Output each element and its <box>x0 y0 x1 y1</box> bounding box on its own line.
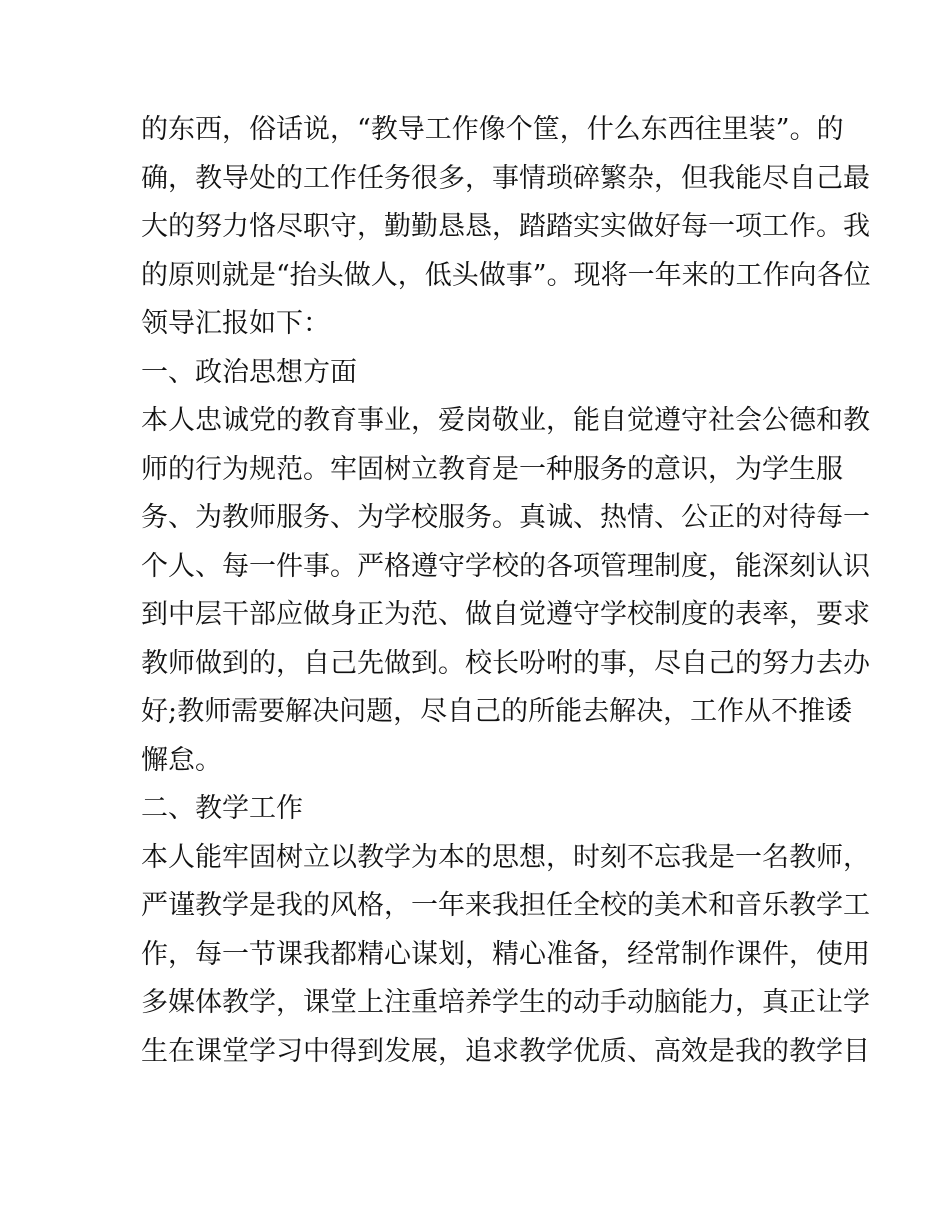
text-line: 的东西，俗话说，“教导工作像个筐，什么东西往里装”。的 <box>141 114 844 145</box>
text-line: 个人、每一件事。严格遵守学校的各项管理制度，能深刻认识 <box>141 550 870 582</box>
text-line: 大的努力恪尽职守，勤勤恳恳，踏踏实实做好每一项工作。我 <box>141 211 870 242</box>
text-line: 领导汇报如下： <box>141 308 330 339</box>
text-line: 教师做到的，自己先做到。校长吩咐的事，尽自己的努力去办 <box>141 647 870 679</box>
text-line: 好;教师需要解决问题，尽自己的所能去解决，工作从不推诿 <box>141 696 853 727</box>
text-line: 作，每一节课我都精心谋划，精心准备，经常制作课件，使用 <box>141 938 870 970</box>
text-line: 懈怠。 <box>141 744 222 776</box>
text-line: 本人能牢固树立以教学为本的思想，时刻不忘我是一名教师， <box>141 841 870 873</box>
text-line: 务、为教师服务、为学校服务。真诚、热情、公正的对待每一 <box>141 502 870 533</box>
section-heading-teaching: 二、教学工作 <box>141 793 303 824</box>
text-line: 多媒体教学，课堂上注重培养学生的动手动脑能力，真正让学 <box>141 987 870 1018</box>
text-line: 师的行为规范。牢固树立教育是一种服务的意识，为学生服 <box>141 453 843 485</box>
section-heading-political: 一、政治思想方面 <box>141 356 357 388</box>
text-line: 到中层干部应做身正为范、做自觉遵守学校制度的表率，要求 <box>141 599 870 630</box>
text-line: 本人忠诚党的教育事业，爱岗敬业，能自觉遵守社会公德和教 <box>141 405 870 436</box>
text-line: 的原则就是“抬头做人，低头做事”。现将一年来的工作向各位 <box>141 259 871 291</box>
text-line: 严谨教学是我的风格，一年来我担任全校的美术和音乐教学工 <box>141 890 870 921</box>
document-body <box>141 106 871 1076</box>
text-line: 确，教导处的工作任务很多，事情琐碎繁杂，但我能尽自己最 <box>141 162 870 194</box>
text-line: 生在课堂学习中得到发展，追求教学优质、高效是我的教学目 <box>141 1035 870 1067</box>
